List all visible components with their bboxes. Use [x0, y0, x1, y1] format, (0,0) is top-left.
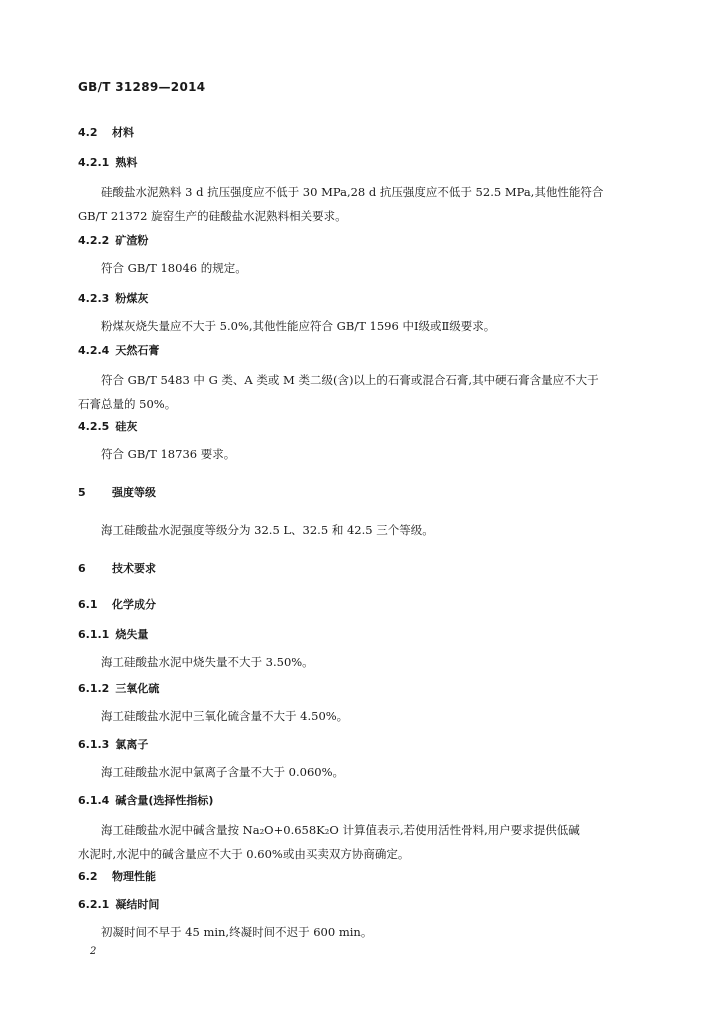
section-heading-6-1-1 — [78, 626, 148, 642]
section-title: 碱含量(选择性指标) — [115, 794, 214, 807]
page-number: 2 — [90, 946, 97, 957]
section-number: 4.2.1 — [78, 156, 110, 169]
paragraph-slag: 符合 GB/T 18046 的规定。 — [101, 261, 247, 275]
section-title: 凝结时间 — [115, 898, 160, 911]
section-heading-4-2-3 — [78, 290, 148, 306]
section-heading-6-1-4 — [78, 792, 213, 808]
section-number: 6.1.2 — [78, 682, 110, 695]
paragraph-line: 水泥时,水泥中的碱含量应不大于 0.60%或由买卖双方协商确定。 — [78, 847, 410, 861]
section-title: 三氧化硫 — [115, 682, 160, 695]
section-heading-6-2 — [78, 868, 156, 884]
section-heading-6-2-1 — [78, 896, 159, 912]
paragraph-chloride: 海工硅酸盐水泥中氯离子含量不大于 0.060%。 — [101, 765, 345, 779]
section-number: 6.1 — [78, 598, 98, 611]
section-title: 熟料 — [115, 156, 138, 169]
paragraph-strength-grades: 海工硅酸盐水泥强度等级分为 32.5 L、32.5 和 42.5 三个等级。 — [101, 523, 434, 537]
paragraph-alkali — [78, 818, 646, 866]
section-heading-5 — [78, 484, 156, 500]
section-heading-6-1-3 — [78, 736, 148, 752]
section-number: 4.2.3 — [78, 292, 110, 305]
section-title: 技术要求 — [112, 562, 156, 575]
section-number: 4.2 — [78, 126, 98, 139]
paragraph-setting-time: 初凝时间不早于 45 min,终凝时间不迟于 600 min。 — [101, 925, 373, 939]
section-number: 6.1.3 — [78, 738, 110, 751]
paragraph-so3: 海工硅酸盐水泥中三氧化硫含量不大于 4.50%。 — [101, 709, 349, 723]
paragraph-line: GB/T 21372 旋窑生产的硅酸盐水泥熟料相关要求。 — [78, 209, 347, 223]
section-title: 矿渣粉 — [115, 234, 149, 247]
paragraph-line: 海工硅酸盐水泥中碱含量按 Na₂O+0.658K₂O 计算值表示,若使用活性骨料,用户要求提供低碱 — [101, 823, 580, 837]
section-title: 硅灰 — [115, 420, 138, 433]
standard-number-header: GB/T 31289—2014 — [78, 80, 206, 94]
paragraph-gypsum — [78, 368, 646, 416]
section-number: 6.1.1 — [78, 628, 110, 641]
paragraph-flyash: 粉煤灰烧失量应不大于 5.0%,其他性能应符合 GB/T 1596 中Ⅰ级或Ⅱ级要求。 — [101, 319, 496, 333]
section-heading-4-2-1 — [78, 154, 137, 170]
section-heading-6-1-2 — [78, 680, 159, 696]
section-heading-6 — [78, 560, 156, 576]
section-title: 天然石膏 — [115, 344, 160, 357]
section-title: 烧失量 — [115, 628, 149, 641]
section-title: 粉煤灰 — [115, 292, 149, 305]
section-number: 4.2.4 — [78, 344, 110, 357]
section-title: 强度等级 — [112, 486, 156, 499]
section-heading-4-2 — [78, 124, 134, 140]
section-number: 6.1.4 — [78, 794, 110, 807]
section-number: 5 — [78, 486, 86, 499]
paragraph-loss-on-ignition: 海工硅酸盐水泥中烧失量不大于 3.50%。 — [101, 655, 314, 669]
section-title: 化学成分 — [112, 598, 156, 611]
paragraph-silica-fume: 符合 GB/T 18736 要求。 — [101, 447, 236, 461]
paragraph-clinker — [78, 180, 646, 228]
section-number: 6 — [78, 562, 86, 575]
section-number: 4.2.2 — [78, 234, 110, 247]
paragraph-line: 石膏总量的 50%。 — [78, 397, 177, 411]
section-number: 6.2.1 — [78, 898, 110, 911]
section-heading-4-2-2 — [78, 232, 148, 248]
paragraph-line: 符合 GB/T 5483 中 G 类、A 类或 M 类二级(含)以上的石膏或混合石膏,其中硬石膏含量应不大于 — [101, 373, 599, 387]
section-number: 4.2.5 — [78, 420, 110, 433]
section-number: 6.2 — [78, 870, 98, 883]
section-title: 氯离子 — [115, 738, 149, 751]
section-title: 材料 — [112, 126, 134, 139]
section-heading-6-1 — [78, 596, 156, 612]
section-heading-4-2-4 — [78, 342, 159, 358]
section-heading-4-2-5 — [78, 418, 137, 434]
section-title: 物理性能 — [112, 870, 156, 883]
paragraph-line: 硅酸盐水泥熟料 3 d 抗压强度应不低于 30 MPa,28 d 抗压强度应不低于 52.5 MPa,其他性能符合 — [101, 185, 604, 199]
